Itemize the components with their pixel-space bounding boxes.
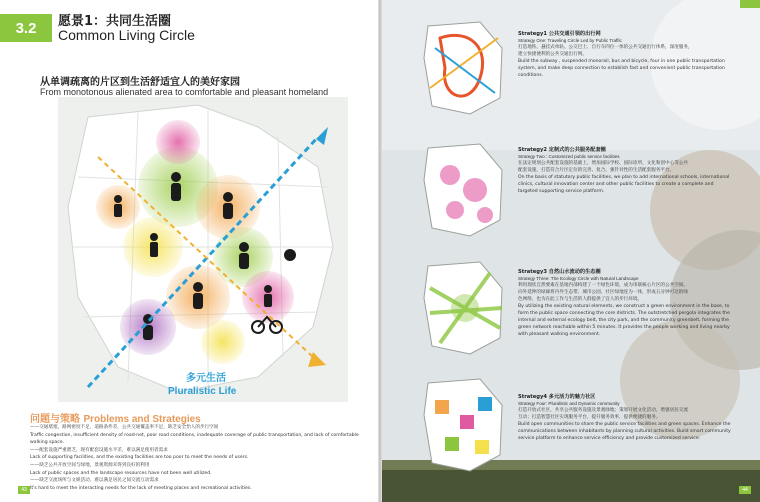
strategy4-map — [420, 375, 508, 475]
strategy3-map — [420, 258, 508, 358]
strategy3-desc: 利用现状自然要素在基地内部构建了一个绿色环境，成为串联核心片区的公共空间。 向外延伸的绿廊将内外生态带、城市公园、社区绿地连为一体，形成五分钟可达的绿 色网络，也为在此工作与生活的人群提供了宜人的步行环境。 By utilizing the existing natural elements, we construct a green environment in the base, to form the public space connecting the core districts. The outstretched pergola integrates the internal and external ecology belt, the city park, and the community greenbelt, forming the green network reachable within 5 minutes. It provides the people working and living nearby with pleasant walking environment. — [518, 283, 730, 337]
headline-cn: 从单调疏离的片区到生活舒适宜人的美好家园 — [40, 77, 240, 88]
vision-title: 愿景1：共同生活圈 — [58, 14, 172, 29]
strategy3-title-en: Strategy Three: The Ecology Circle with Natural Landscape — [518, 276, 639, 281]
map-label-cn: 多元生活 — [186, 373, 226, 384]
section-number-badge: 3.2 — [0, 14, 52, 42]
page-number-left: 43 — [18, 486, 30, 494]
strategy1-title: Strategy1 公共交通引领的出行网 — [518, 31, 601, 37]
strategy1-desc: 打造地铁、悬挂式单轨、公交巴士、自行车四位一体的公共交通出行体系，深度服务， 建立快捷便利的公共交通出行网。 Build the subway , suspended monorail, bus and bicycle, four in one public transportation system, and make deep connection to establish fast and convenient public transportation conditions. — [518, 45, 725, 78]
strategy4-desc: 打造开放式社区，共享公共服务设施及景观绿地；策划开展文化活动，增强居民交流 互动；打造智慧社区实现服务平台，提升服务效率，提供便捷的服务。 Build open communities to share the public service facilities and green spaces. Enhance the communications between inhabitants by planning cultural activities. Build smart community service platform to enhance service efficiency and provide customized service. — [518, 408, 731, 441]
problem-line: Lack of supporting facilities, and the existing facilities are too poor to meet the needs of users. — [30, 455, 249, 461]
page-accent-bar — [740, 0, 760, 8]
strategy1-title-en: Strategy One: Traveling Circle Led by Public Traffic — [518, 38, 622, 43]
ball-icon — [284, 249, 296, 261]
strategy3 — [518, 268, 748, 338]
right-page — [380, 0, 760, 502]
strategy1 — [518, 30, 748, 79]
strategy2-desc: 在法定规划公共配套设施的基础上，增加国际学校、国际诊所、文化和创中心等公共 配套设施，打造符合片区定位的完善、复合、强针对性的生活配套服务平台。 On the basis of statutory public facilities, we plan to add international schools, international clinics, cultural innovation center and other public facilities to create a complete and targeted supporting service platform. — [518, 161, 730, 194]
problems-title-en: Problems and Strategies — [83, 414, 201, 425]
strategy2-title-en: Strategy Two : Customized public service facilities — [518, 154, 620, 159]
problem-line: ——配套设施严重匮乏，现有配套设施水平差，难以满足使用者需求 — [30, 447, 168, 453]
strategy1-map — [420, 18, 508, 118]
vision-subtitle: Common Living Circle — [58, 27, 195, 43]
problem-line: ——缺乏公共开放空间与绿地，景观资源未得到良好的利用 — [30, 462, 150, 468]
strategy4-title-en: Strategy Four: Pluralistic and Dynamic community — [518, 401, 620, 406]
problems-title-cn: 问题与策略 — [30, 414, 80, 425]
strategy2 — [518, 146, 748, 195]
strategy2-title: Strategy2 定制式的公共服务配套圈 — [518, 147, 606, 153]
page-number-right: 44 — [739, 486, 751, 494]
problem-line: Lack of public spaces and the landscape resources have not been well utilized. — [30, 470, 212, 476]
strategy4 — [518, 393, 748, 442]
problem-line: It's hard to meet the interacting needs for the lack of meeting places and recreational activities. — [30, 485, 252, 491]
problem-line: ——缺乏交流场所与文娱活动，难以满足居民之间交流互动需求 — [30, 478, 159, 484]
problem-line: Traffic congestion, insufficient density of road-net, poor road conditions, inadequate coverage of public transportation, and lack of comfortable walking space. — [30, 432, 359, 446]
page-gutter — [378, 0, 382, 502]
problem-line: ——交通堵塞，路网密度不足，道路条件差，公共交通覆盖率不足，缺乏安全怡人的步行空间 — [30, 425, 219, 430]
strategy2-map — [420, 140, 508, 240]
headline-en: From monotonous alienated area to comfortable and pleasant homeland — [40, 87, 329, 97]
living-circle-map — [58, 97, 348, 402]
strategy3-title: Strategy3 自然山水流动的生态圈 — [518, 269, 601, 275]
problems-list — [30, 424, 370, 492]
problems-title — [30, 410, 201, 425]
map-label-en: Pluralistic Life — [168, 386, 237, 397]
strategy4-title: Strategy4 多元活力的魅力社区 — [518, 394, 596, 400]
